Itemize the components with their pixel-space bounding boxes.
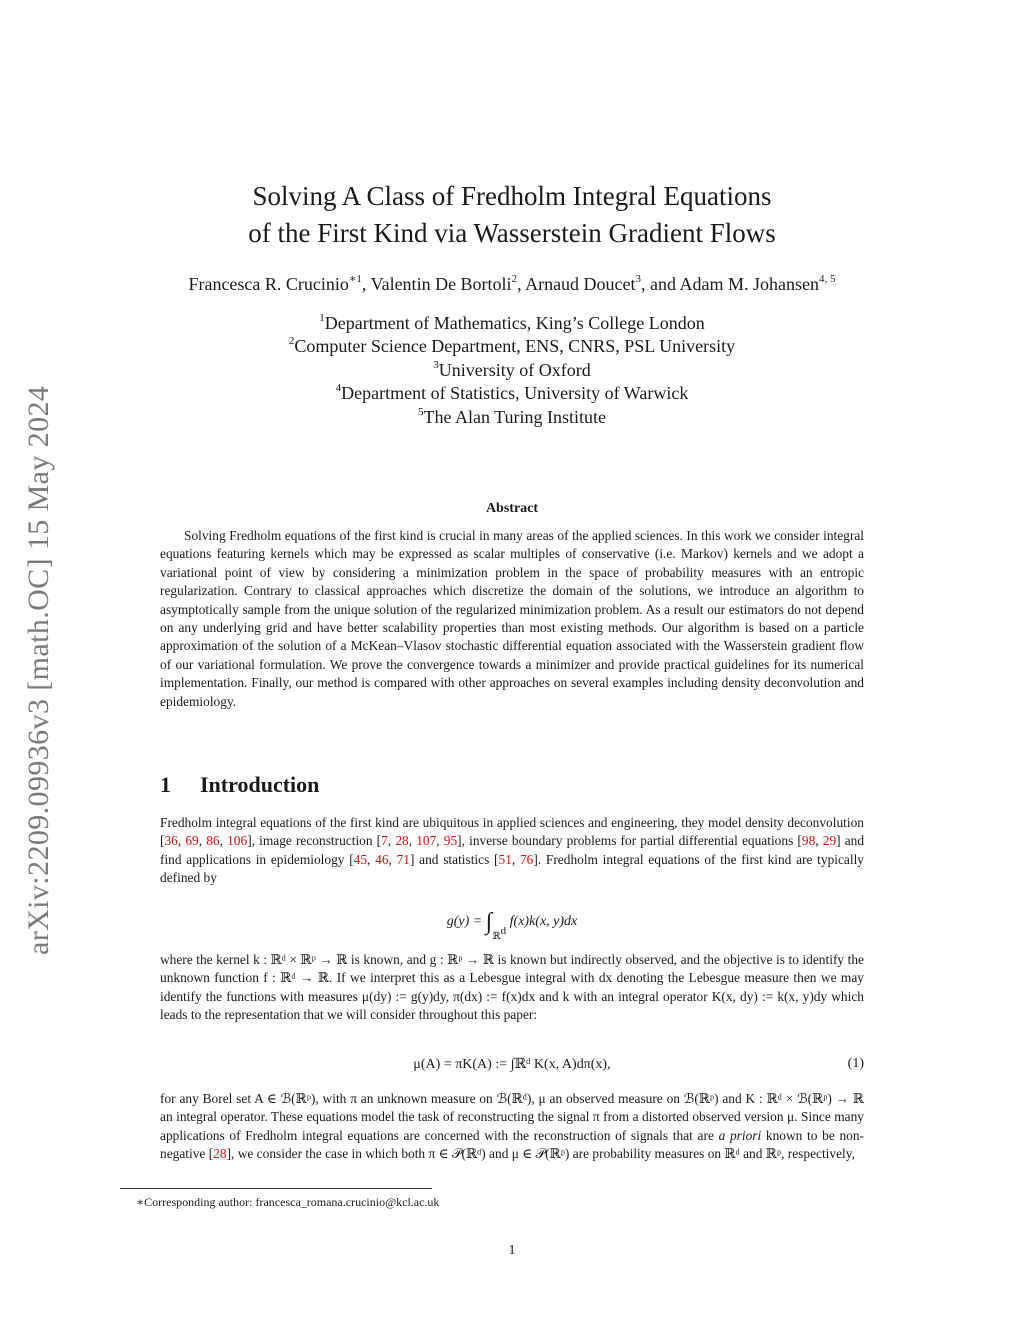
- citation-link[interactable]: 98: [801, 833, 816, 849]
- integral-domain: [492, 924, 507, 942]
- affiliation-name: Computer Science Department, ENS, CNRS, PSL University: [294, 336, 736, 357]
- emphasis: a priori: [718, 1127, 762, 1143]
- author-mark: 3: [635, 273, 642, 285]
- affiliation-number: 3: [433, 358, 439, 371]
- affiliation-list: [160, 312, 864, 429]
- title-line-2: of the First Kind via Wasserstein Gradient Flows: [248, 218, 776, 248]
- affiliation: [160, 312, 864, 335]
- footnote-divider: [120, 1188, 432, 1189]
- author-name: Francesca R. Crucinio: [188, 274, 349, 294]
- author-mark: ∗1: [348, 273, 362, 285]
- citation-link[interactable]: 76: [519, 851, 534, 867]
- author-mark: 2: [511, 273, 518, 285]
- text: ], image reconstruction [: [247, 833, 382, 849]
- text: for any Borel set A ∈ ℬ(ℝᵖ), with π an unknown measure on ℬ(ℝᵈ), μ an observed measure on ℬ(ℝᵖ) and K : ℝᵈ × ℬ(ℝᵖ) → ℝ an integral operator. These equations model the task of reconstructing the signal π from a distorted observed version μ. Since many applications of Fredholm integral equations are concerned with the reconstruction of signals that are: [160, 1091, 864, 1143]
- citation-link[interactable]: 7: [381, 833, 388, 849]
- domain-symbol: ℝ: [492, 931, 501, 942]
- author-list: [100, 272, 924, 296]
- domain-dimension: d: [500, 924, 507, 937]
- arxiv-identifier: arXiv:2209.09936v3 [math.OC] 15 May 2024: [22, 385, 55, 955]
- text: Fredholm integral equations of the first kind are ubiquitous in applied sciences and engineering, they model density deconvolution [: [160, 815, 864, 849]
- equation-number: (1): [847, 1056, 864, 1071]
- integral-sign: ∫: [485, 909, 493, 935]
- footnote-corresponding-author: ∗Corresponding author: francesca_romana.crucinio@kcl.ac.uk: [136, 1195, 440, 1209]
- author-separator: ,: [361, 274, 371, 294]
- affiliation-name: The Alan Turing Institute: [423, 406, 606, 427]
- citation-link[interactable]: 51: [498, 851, 512, 867]
- text: ], we consider the case in which both π ∈ 𝒫(ℝᵈ) and μ ∈ 𝒫(ℝᵖ) are probability measures on ℝᵈ and ℝᵖ, respectively,: [226, 1146, 855, 1162]
- affiliation-number: 5: [417, 405, 424, 418]
- paper-title: [160, 178, 864, 252]
- affiliation-name: University of Oxford: [438, 359, 591, 380]
- equation-rhs: f(x)k(x, y)dx: [509, 914, 578, 929]
- citation-link[interactable]: 36: [164, 833, 178, 849]
- section-heading: [160, 772, 319, 798]
- affiliation: [160, 359, 864, 382]
- equation-fredholm: [160, 905, 864, 942]
- citation-link[interactable]: 29: [822, 833, 837, 849]
- abstract-body: Solving Fredholm equations of the first kind is crucial in many areas of the applied sciences. In this work we consider integral equations featuring kernels which may be expressed as scalar multiples of conservative (i.e. Markov) kernels and we adopt a variational point of view by considering a minimization problem in the space of probability measures with an entropic regularization. Contrary to classical approaches which discretize the domain of the solutions, we introduce an algorithm to asymptotically sample from the unique solution of the regularized minimization problem. As a result our estimators do not depend on any underlying grid and have better scalability properties than most existing methods. Our algorithm is based on a particle approximation of the solution of a McKean–Vlasov stochastic differential equation associated with the Wasserstein gradient flow of our variational formulation. We prove the convergence towards a minimizer and provide practical guidelines for its numerical implementation. Finally, our method is compared with other approaches on several examples including density deconvolution and epidemiology.: [160, 528, 864, 709]
- author-mark: 4, 5: [819, 273, 836, 285]
- section-title: Introduction: [200, 772, 320, 797]
- author-separator: , and: [641, 274, 680, 294]
- text: ] and find applications in epidemiology [: [160, 833, 865, 867]
- citation-link[interactable]: 106: [227, 833, 248, 849]
- equation-body: μ(A) = πK(A) := ∫ℝᵈ K(x, A)dπ(x),: [413, 1057, 611, 1072]
- affiliation-name: Department of Statistics, University of Warwick: [341, 383, 689, 404]
- citation-link[interactable]: 71: [396, 851, 410, 867]
- citation-link[interactable]: 28: [395, 833, 409, 849]
- citation-link[interactable]: 107: [416, 833, 437, 849]
- author-name: Valentin De Bortoli: [370, 274, 512, 294]
- affiliation-number: 1: [319, 312, 325, 324]
- equation-lhs: g(y) =: [446, 914, 483, 929]
- affiliation: [160, 382, 864, 405]
- author-name: Adam M. Johansen: [679, 274, 820, 294]
- text: ], inverse boundary problems for partial differential equations [: [457, 833, 802, 849]
- title-line-1: Solving A Class of Fredholm Integral Equations: [252, 181, 772, 211]
- affiliation-number: 2: [288, 335, 295, 348]
- intro-paragraph-1: Fredholm integral equations of the first kind are ubiquitous in applied sciences and engineering, they model density deconvolution [36, 69, 86, 106], image reconstruction [7, 28, 107, 95], inverse boundary problems for partial differential equations [98, 29] and find applications in epidemiology [45, 46, 71] and statistics [51, 76]. Fredholm integral equations of the first kind are typically defined by: [160, 815, 865, 886]
- author-name: Arnaud Doucet: [525, 274, 636, 294]
- citation-link[interactable]: 86: [206, 833, 220, 849]
- equation-1: [160, 1056, 864, 1073]
- text: known to be non-negative [: [160, 1127, 864, 1162]
- abstract-heading: Abstract: [485, 501, 539, 516]
- text: ]. Fredholm integral equations of the first kind are typically defined by: [160, 851, 865, 886]
- citation-link[interactable]: 69: [185, 833, 199, 849]
- affiliation: [160, 335, 864, 358]
- page-number: 1: [508, 1243, 516, 1258]
- affiliation: [160, 406, 864, 429]
- citation-link[interactable]: 95: [443, 833, 458, 849]
- citation-link[interactable]: 28: [213, 1146, 227, 1162]
- section-number: 1: [160, 772, 171, 797]
- author-separator: ,: [517, 274, 526, 294]
- intro-paragraph-2: where the kernel k : ℝᵈ × ℝᵖ → ℝ is known, and g : ℝᵖ → ℝ is known but indirectly observed, and the objective is to identify the unknown function f : ℝᵈ → ℝ. If we interpret this as a Lebesgue integral with dx denoting the Lebesgue measure then we may identify the functions with measures μ(dy) := g(y)dy, π(dx) := f(x)dx and k with an integral operator K(x, dy) := k(x, y)dy which leads to the representation that we will consider throughout this paper:: [160, 952, 864, 1023]
- affiliation-number: 4: [335, 382, 342, 395]
- affiliation-name: Department of Mathematics, King’s College London: [324, 313, 705, 333]
- text: ] and statistics [: [409, 851, 499, 867]
- citation-link[interactable]: 46: [375, 851, 389, 867]
- citation-link[interactable]: 45: [353, 851, 368, 867]
- intro-paragraph-3: [160, 1090, 864, 1164]
